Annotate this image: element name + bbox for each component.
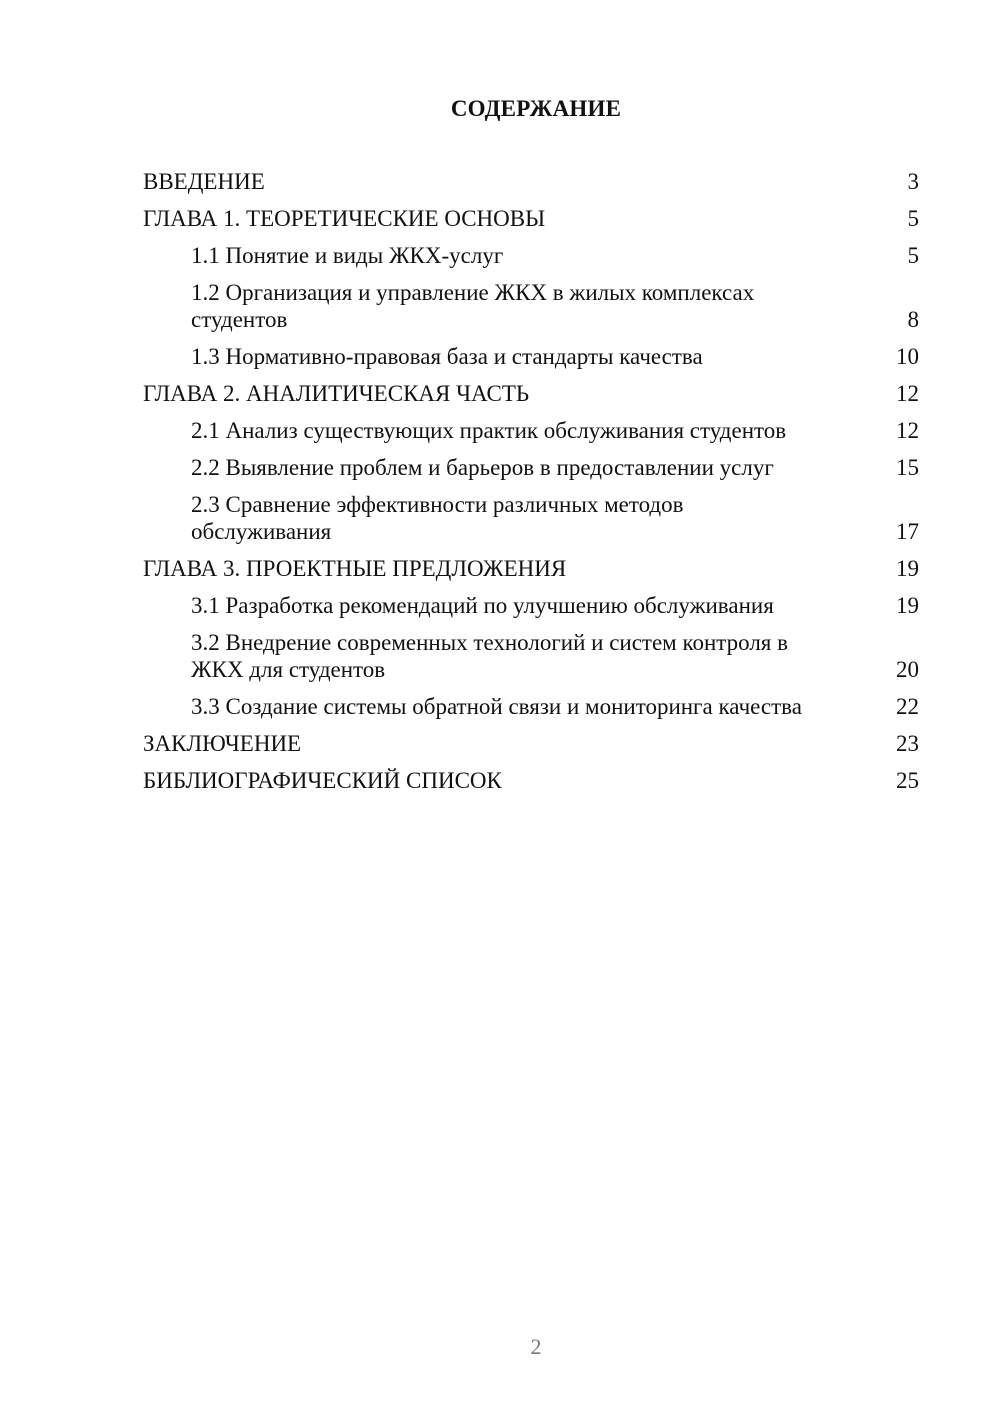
toc-entry-section-3-1[interactable]: [143, 592, 919, 619]
toc-entry-conclusion[interactable]: [143, 730, 919, 757]
toc-entry-page: 3: [907, 169, 919, 194]
toc-entry-chapter-2[interactable]: [143, 380, 919, 407]
toc-entry-section-2-2[interactable]: [143, 454, 919, 481]
toc-entry-label: ЗАКЛЮЧЕНИЕ: [143, 731, 302, 756]
toc-entry-label: 1.1 Понятие и виды ЖКХ-услуг: [191, 243, 504, 268]
toc-entry-introduction[interactable]: [143, 168, 919, 195]
toc-entry-label: 2.3 Сравнение эффективности различных методов обслуживания: [191, 492, 684, 544]
toc-entry-page: 20: [896, 657, 919, 682]
toc-entry-page: 5: [907, 243, 919, 268]
toc-entry-page: 23: [896, 731, 919, 756]
toc-entry-label: 3.3 Создание системы обратной связи и мониторинга качества: [191, 694, 802, 719]
toc-entry-label: БИБЛИОГРАФИЧЕСКИЙ СПИСОК: [143, 768, 502, 793]
toc-entry-section-1-3[interactable]: [143, 343, 919, 370]
toc-entry-label: 1.2 Организация и управление ЖКХ в жилых комплексах студентов: [191, 280, 755, 332]
toc-entry-label: 2.2 Выявление проблем и барьеров в предоставлении услуг: [191, 455, 774, 480]
toc-entry-page: 22: [896, 694, 919, 719]
toc-entry-label: ГЛАВА 2. АНАЛИТИЧЕСКАЯ ЧАСТЬ: [143, 381, 530, 406]
toc-entry-page: 19: [896, 593, 919, 618]
toc-entry-label: 3.2 Внедрение современных технологий и систем контроля в ЖКХ для студентов: [191, 630, 789, 682]
toc-entry-label: 1.3 Нормативно-правовая база и стандарты качества: [191, 344, 703, 369]
toc-entry-label: ГЛАВА 3. ПРОЕКТНЫЕ ПРЕДЛОЖЕНИЯ: [143, 556, 567, 581]
toc-entry-chapter-3[interactable]: [143, 555, 919, 582]
toc-entry-section-3-3[interactable]: [143, 693, 919, 720]
toc-entry-page: 12: [896, 418, 919, 443]
toc-entry-bibliography[interactable]: [143, 767, 919, 794]
toc-entry-page: 5: [907, 206, 919, 231]
toc-entry-label: 2.1 Анализ существующих практик обслуживания студентов: [191, 418, 787, 443]
toc-entry-page: 8: [907, 307, 919, 332]
toc-entry-label: 3.1 Разработка рекомендаций по улучшению обслуживания: [191, 593, 774, 618]
page-title: СОДЕРЖАНИЕ: [450, 96, 622, 121]
toc-entry-page: 15: [896, 455, 919, 480]
toc-entry-page: 17: [896, 519, 919, 544]
toc-entry-section-2-3[interactable]: [143, 491, 919, 545]
toc-entry-chapter-1[interactable]: [143, 205, 919, 232]
toc-entry-page: 19: [896, 556, 919, 581]
toc-entry-section-1-1[interactable]: [143, 242, 919, 269]
toc-entry-section-1-2[interactable]: [143, 279, 919, 333]
page-number: 2: [530, 1334, 542, 1359]
toc-entry-page: 25: [896, 768, 919, 793]
toc-entry-page: 10: [896, 344, 919, 369]
toc-entry-page: 12: [896, 381, 919, 406]
toc-entry-label: ГЛАВА 1. ТЕОРЕТИЧЕСКИЕ ОСНОВЫ: [143, 206, 546, 231]
table-of-contents: [143, 168, 919, 804]
toc-entry-label: ВВЕДЕНИЕ: [143, 169, 265, 194]
toc-entry-section-3-2[interactable]: [143, 629, 919, 683]
toc-entry-section-2-1[interactable]: [143, 417, 919, 444]
